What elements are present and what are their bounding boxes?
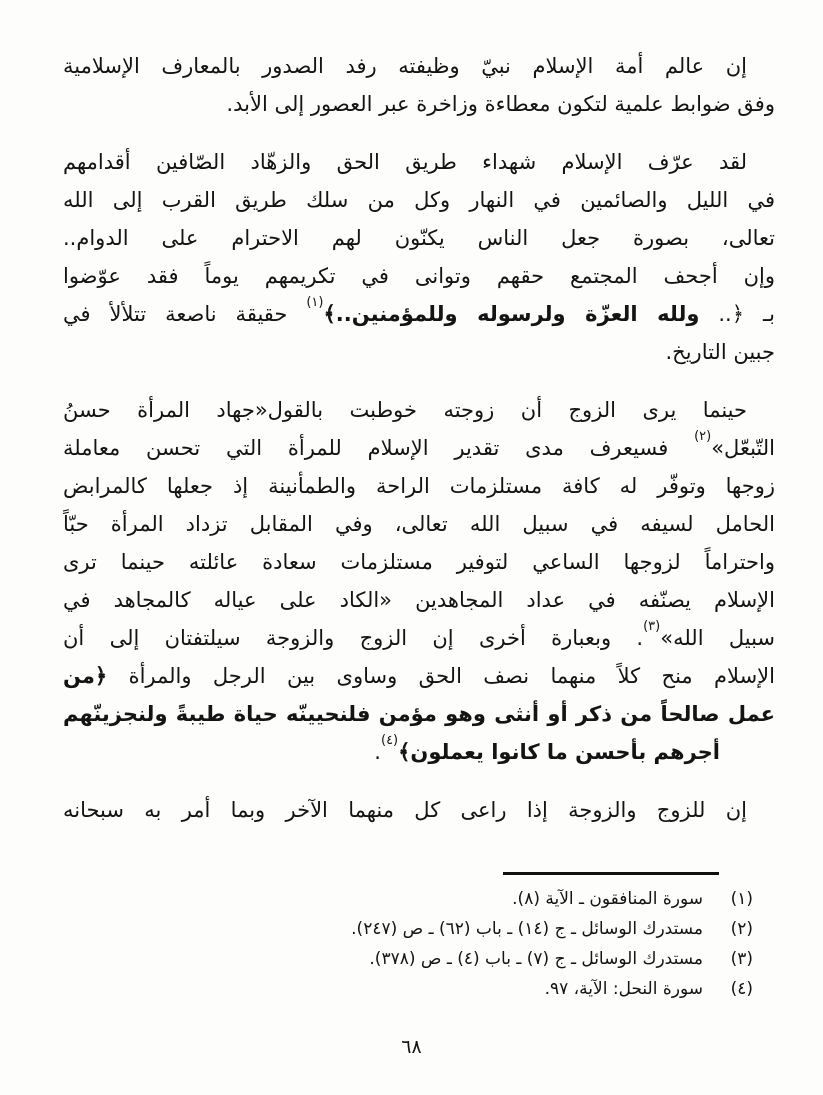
text-segment: حقيقة ناصعة تتلألأ في xyxy=(63,302,307,326)
footnote-ref-marker: (٤) xyxy=(380,733,399,748)
footnote-separator xyxy=(503,872,719,875)
quran-verse-bold: ولله العزّة ولرسوله وللمؤمنين xyxy=(351,302,700,326)
footnote-text: سورة النحل: الآية، ٩٧. xyxy=(544,979,703,999)
text-line: تعالى، بصورة جعل الناس يكنّون لهم الاحترام على الدوام.. xyxy=(63,226,775,250)
paragraph xyxy=(63,791,775,829)
footnote-text: مستدرك الوسائل ـ ج (٧) ـ باب (٤) ـ ص (٣٧٨). xyxy=(369,949,703,969)
footnote-number: (١) xyxy=(730,889,753,909)
footnote-ref-marker: (٣) xyxy=(643,619,661,634)
text-line: عمل صالحاً من ذكر أو أنثى وهو مؤمن فلنحيينّه حياة طيبةً ولنجزينّهم xyxy=(63,702,775,726)
text-line: إن عالم أمة الإسلام نبيّ وظيفته رفد الصدور بالمعارف الإسلامية xyxy=(63,54,747,78)
footnote-item xyxy=(60,884,753,914)
quran-verse-bold: أجرهم بأحسن ما كانوا يعملون﴾ xyxy=(398,740,720,764)
footnote-item xyxy=(60,914,753,944)
page-number: ٦٨ xyxy=(401,1036,422,1058)
footnote-item xyxy=(60,944,753,974)
footnote-text: سورة المنافقون ـ الآية (٨). xyxy=(512,889,703,909)
footnote-number: (٢) xyxy=(730,919,753,939)
text-segment: فسيعرف مدى تقدير الإسلام للمرأة التي تحسن معاملة xyxy=(63,436,695,460)
text-line: زوجها وتوفّر له كافة مستلزمات الراحة والطمأنينة إذ جعلها كالمرابض xyxy=(63,474,775,498)
text-line: في الليل والصائمين في النهار وكل من سلك طريق القرب إلى الله xyxy=(63,188,775,212)
text-line: لقد عرّف الإسلام شهداء طريق الحق والزهّاد الصّافين أقدامهم xyxy=(63,150,747,174)
text-line xyxy=(63,295,775,333)
paragraph xyxy=(63,143,775,371)
footnote-ref-marker: (١) xyxy=(306,295,324,310)
text-line xyxy=(63,619,775,657)
footnote-number: (٣) xyxy=(730,949,753,969)
text-line xyxy=(63,429,775,467)
text-segment: الإسلام منح كلاً منهما نصف الحق وساوى بين الرجل والمرأة xyxy=(107,664,775,688)
body-text xyxy=(63,47,775,849)
footnote-text: مستدرك الوسائل ـ ج (١٤) ـ باب (٦٢) ـ ص (٢٤٧). xyxy=(351,919,703,939)
text-line: إن للزوج والزوجة إذا راعى كل منهما الآخر وبما أمر به سبحانه xyxy=(63,798,747,822)
paragraph xyxy=(63,47,775,123)
text-line: حينما يرى الزوج أن زوجته خوطبت بالقول«جهاد المرأة حسنُ xyxy=(63,398,747,422)
paragraph xyxy=(63,391,775,771)
text-line: الإسلام يصنّفه في عداد المجاهدين «الكاد على عياله كالمجاهد في xyxy=(63,588,775,612)
quran-verse-bold: ﴿من xyxy=(63,664,108,688)
footnote-number: (٤) xyxy=(730,979,753,999)
text-segment: التّبعّل» xyxy=(711,436,775,460)
text-line: وإن أجحف المجتمع حقهم وتوانى في تكريمهم يوماً فقد عوّضوا xyxy=(63,264,775,288)
footnote-ref-marker: (٢) xyxy=(694,429,712,444)
text-line xyxy=(63,733,775,771)
text-line: واحتراماً لزوجها الساعي لتوفير مستلزمات سعادة عائلته حينما ترى xyxy=(63,550,775,574)
footnote-item xyxy=(60,974,753,1004)
quran-verse-bold: ..﴾ xyxy=(323,302,352,326)
text-segment: . وبعبارة أخرى إن الزوج والزوجة سيلتفتان إلى أن xyxy=(63,626,644,650)
text-line: وفق ضوابط علمية لتكون معطاءة وزاخرة عبر العصور إلى الأبد. xyxy=(226,92,775,116)
text-line xyxy=(63,657,775,695)
text-segment: . xyxy=(374,740,381,764)
text-segment: بـ ﴿.. xyxy=(699,302,775,326)
text-line: جبين التاريخ. xyxy=(665,340,775,364)
text-segment: سبيل الله» xyxy=(660,626,775,650)
footnote-list xyxy=(60,884,753,1004)
text-line: الحامل لسيفه في سبيل الله تعالى، وفي المقابل تزداد المرأة حبّاً xyxy=(63,512,775,536)
